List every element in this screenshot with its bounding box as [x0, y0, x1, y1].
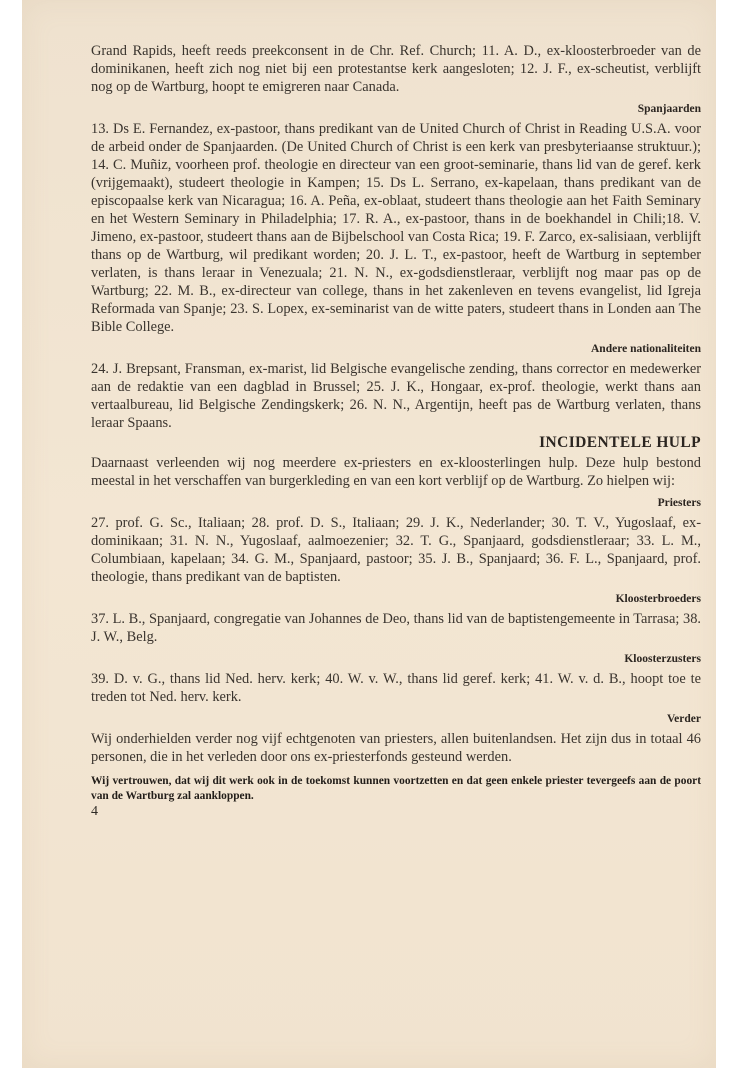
- subheading-andere-nationaliteiten: Andere nationaliteiten: [591, 343, 701, 355]
- priesters-paragraph: 27. prof. G. Sc., Italiaan; 28. prof. D. S., Italiaan; 29. J. K., Nederlander; 30. T. V., Yugoslaaf, ex-dominikaan; 31. N. N., Yugoslaaf, aalmoezenier; 32. T. G., Spanjaard, godsdienstleraar; 33. L. M., Columbiaan, kapelaan; 34. G. M., Spanjaard, pastoor; 35. J. B., Spanjaard; 36. F. L., Spanjaard, prof. theologie, thans predikant van de baptisten.: [91, 515, 701, 585]
- spanjaarden-paragraph: 13. Ds E. Fernandez, ex-pastoor, thans predikant van de United Church of Christ in Reading U.S.A. voor de arbeid onder de Spanjaarden. (De United Church of Christ is een kerk van presbyteriaanse struktuur.); 14. C. Muñiz, voorheen prof. theologie en directeur van een groot-seminarie, thans lid van de geref. kerk (vrijgemaakt), studeert theologie in Kampen; 15. Ds L. Serrano, ex-kapelaan, thans predikant van de episcopaalse kerk van Nicaragua; 16. A. Peña, ex-oblaat, studeert thans theologie aan het Faith Seminary en het Western Seminary in Philadelphia; 17. R. A., ex-pastoor, thans in de boekhandel in Chili;18. V. Jimeno, ex-pastoor, studeert thans aan de Bijbelschool van Costa Rica; 19. F. Zarco, ex-salisiaan, verblijft thans op de Wartburg, wil predikant worden; 20. J. L. T., ex-pastoor, heeft de Wartburg in september verlaten, is thans leraar in Venezuala; 21. N. N., ex-godsdienstleraar, verblijft nog maar pas op de Wartburg; 22. M. B., ex-directeur van college, thans in het zakenleven en tevens evangelist, lid Igreja Reformada van Spanje; 23. S. Lopex, ex-seminarist van de witte paters, studeert thans in Londen aan The Bible College.: [91, 121, 701, 335]
- subheading-spanjaarden: Spanjaarden: [637, 103, 701, 115]
- kloosterzusters-paragraph: 39. D. v. G., thans lid Ned. herv. kerk; 40. W. v. W., thans lid geref. kerk; 41. W. v. d. B., hoopt toe te treden tot Ned. herv. kerk.: [91, 671, 701, 705]
- document-page: [22, 0, 716, 1068]
- andere-nationaliteiten-paragraph: 24. J. Brepsant, Fransman, ex-marist, lid Belgische evangelische zending, thans corrector en medewerker aan de redaktie van een dagblad in Brussel; 25. J. K., Hongaar, ex-prof. theologie, werkt thans aan vertaalbureau, lid Belgische Zendingskerk; 26. N. N., Argentijn, heeft pas de Wartburg verlaten, thans leraar Spaans.: [91, 361, 701, 431]
- subheading-kloosterbroeders: Kloosterbroeders: [615, 593, 701, 605]
- subheading-priesters: Priesters: [657, 497, 701, 509]
- section-heading-incidentele-hulp: INCIDENTELE HULP: [539, 434, 701, 451]
- kloosterbroeders-paragraph: 37. L. B., Spanjaard, congregatie van Johannes de Deo, thans lid van de baptistengemeente in Tarrasa; 38. J. W., Belg.: [91, 611, 701, 645]
- incidentele-hulp-paragraph: Daarnaast verleenden wij nog meerdere ex-priesters en ex-kloosterlingen hulp. Deze hulp bestond meestal in het verschaffen van burgerkleding en van een kort verblijf op de Wartburg. Zo hielpen wij:: [91, 455, 701, 489]
- intro-paragraph: Grand Rapids, heeft reeds preekconsent in de Chr. Ref. Church; 11. A. D., ex-kloosterbroeder van de dominikanen, heeft zich nog niet bij een protestantse kerk aangesloten; 12. J. F., ex-scheutist, verblijft nog op de Wartburg, hoopt te emigreren naar Canada.: [91, 43, 701, 95]
- subheading-kloosterzusters: Kloosterzusters: [624, 653, 701, 665]
- subheading-verder: Verder: [666, 713, 701, 725]
- closing-statement: Wij vertrouwen, dat wij dit werk ook in de toekomst kunnen voortzetten en dat geen enkele priester tevergeefs aan de poort van de Wartburg zal aankloppen.: [91, 775, 701, 802]
- verder-paragraph: Wij onderhielden verder nog vijf echtgenoten van priesters, allen buitenlandsen. Het zijn dus in totaal 46 personen, die in het verleden door ons ex-priesterfonds gesteund werden.: [91, 731, 701, 765]
- page-content: [91, 42, 701, 820]
- page-number: 4: [91, 804, 98, 819]
